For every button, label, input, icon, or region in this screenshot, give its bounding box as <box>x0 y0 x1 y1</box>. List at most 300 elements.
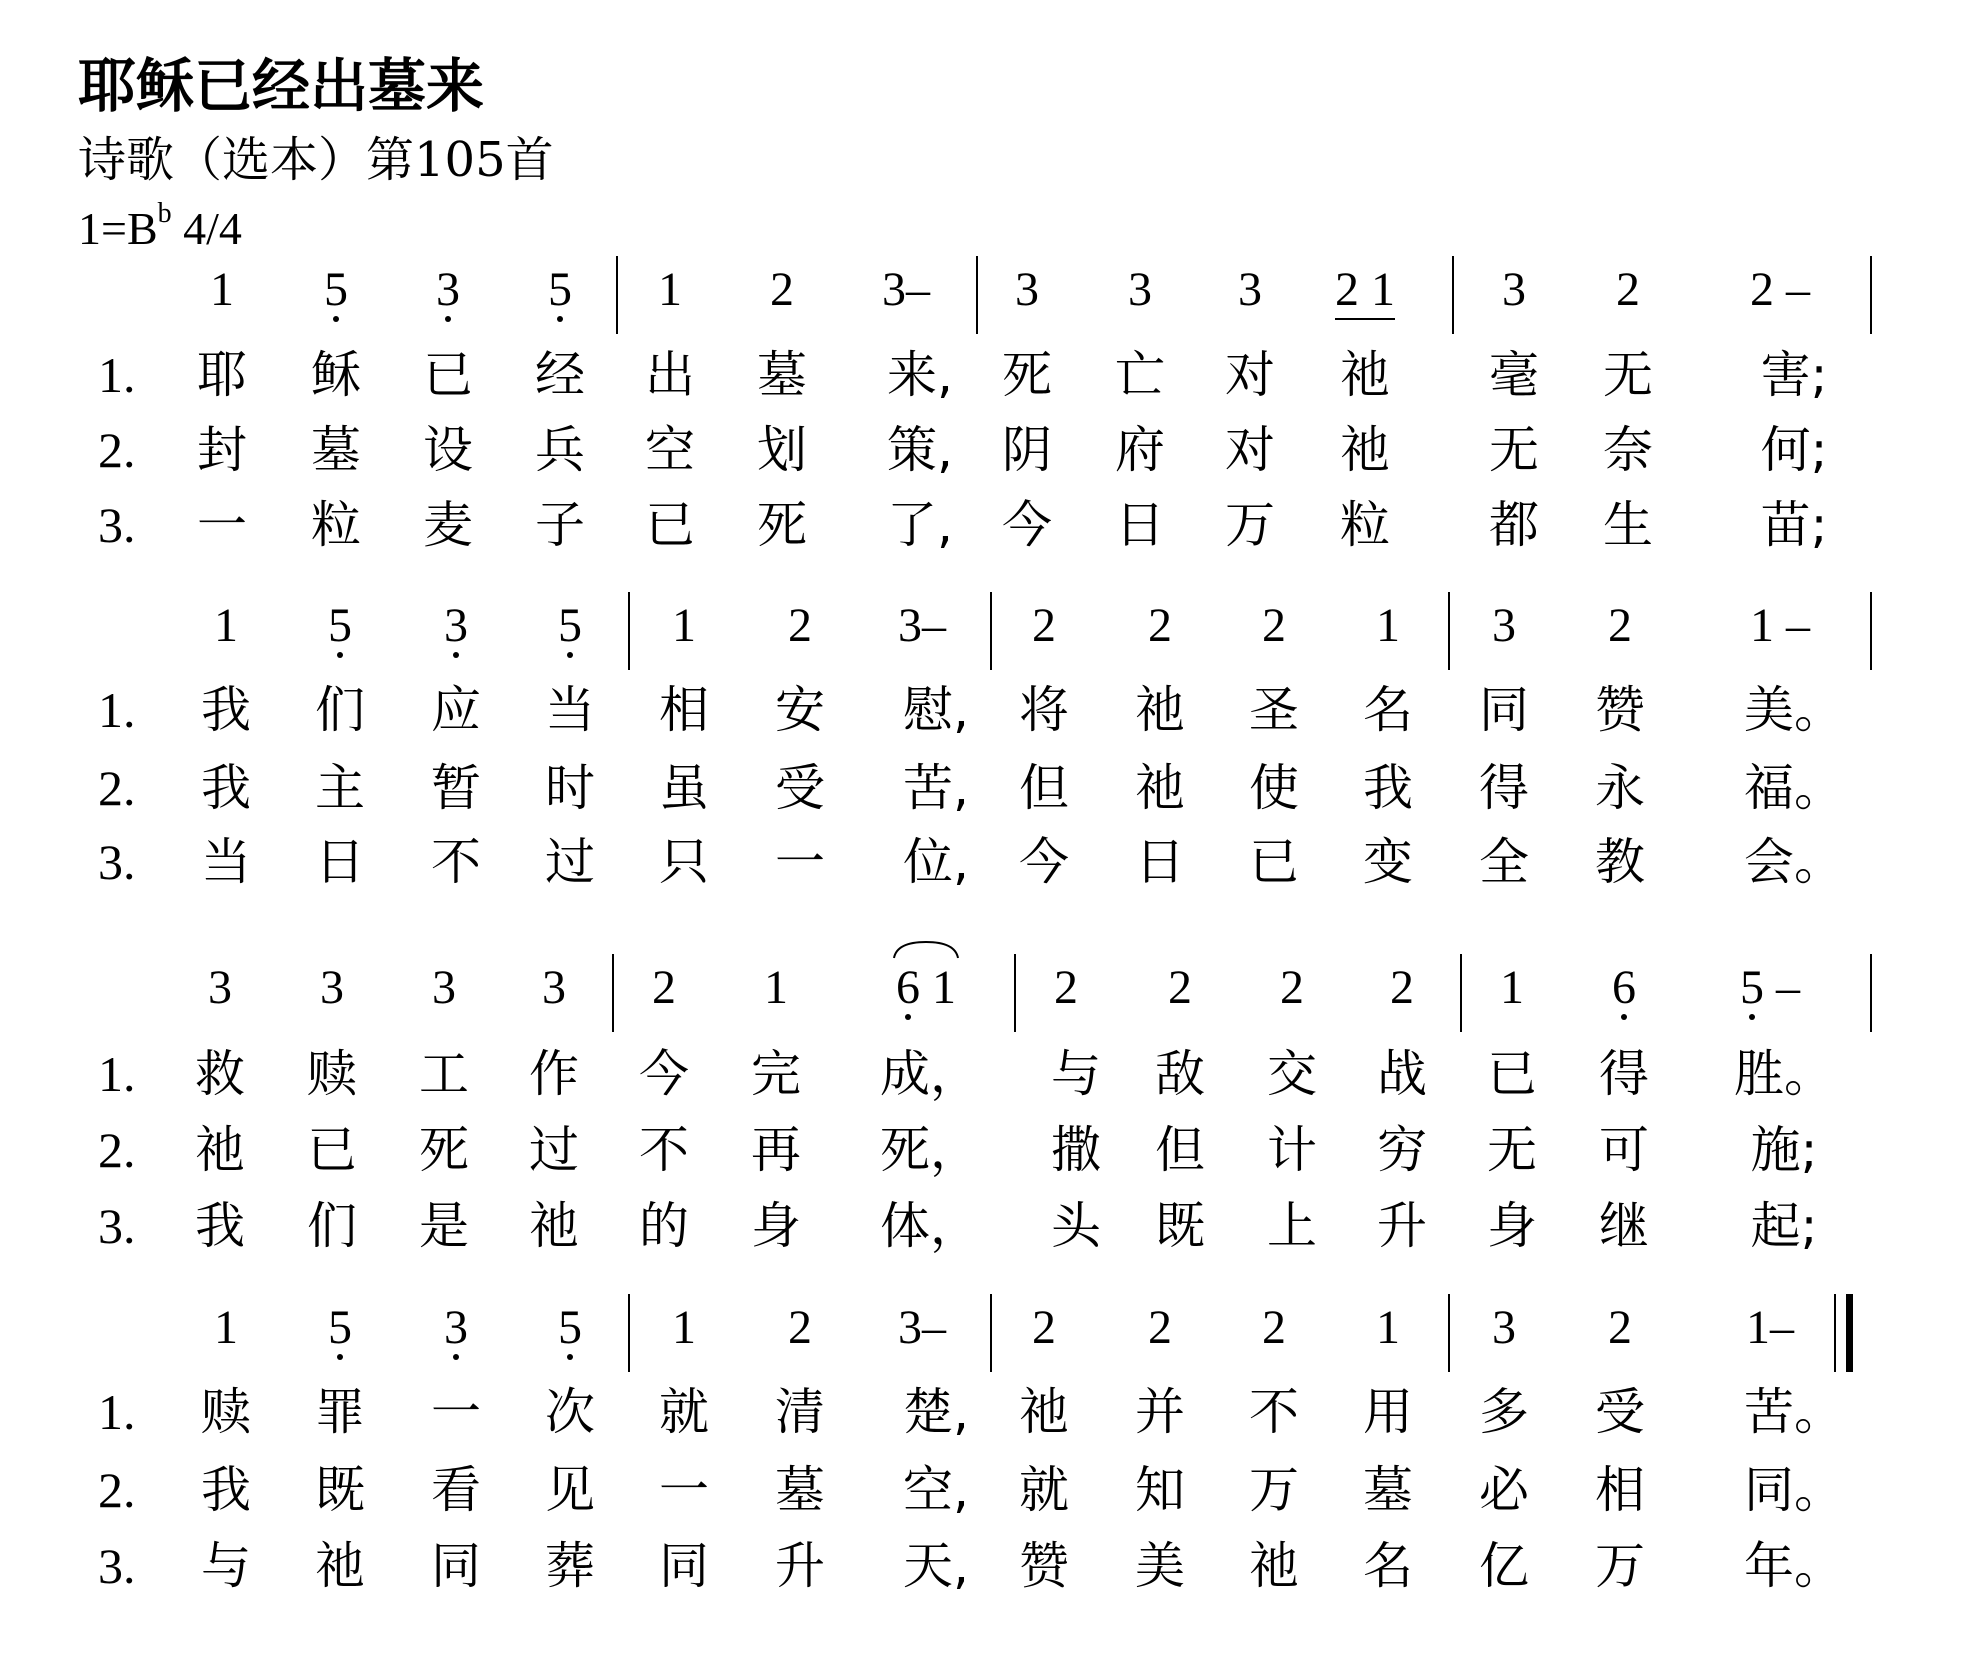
verse-number: 2. <box>98 760 136 816</box>
lyric-char: 我 <box>1363 759 1413 817</box>
final-bar-thick <box>1846 1294 1853 1372</box>
note-digit: 3– <box>882 263 930 316</box>
note-digit: 1 <box>658 263 682 316</box>
lyric-char: 相 <box>1595 1461 1645 1519</box>
note <box>558 598 582 654</box>
note <box>1128 262 1152 318</box>
note <box>1015 262 1039 318</box>
lyric-char: 作 <box>529 1045 579 1103</box>
lyric-char: 空, <box>903 1461 969 1519</box>
lyric-char: 一 <box>431 1383 481 1441</box>
note-digit: 2 <box>1262 1301 1286 1354</box>
lyric-char: 胜。 <box>1734 1045 1834 1103</box>
note <box>1376 1300 1400 1356</box>
lyric-char: 同 <box>1479 681 1529 739</box>
lyric-char: 祂 <box>1019 1383 1069 1441</box>
note <box>1750 262 1810 318</box>
note <box>1032 598 1056 654</box>
lyric-char: 兵 <box>535 421 585 479</box>
lyric-char: 府 <box>1115 421 1165 479</box>
verse-number: 1. <box>98 1046 136 1102</box>
note <box>432 960 456 1016</box>
lyric-char: 受 <box>775 759 825 817</box>
note-digit: 3 <box>436 263 460 316</box>
lyric-char: 害; <box>1760 346 1828 404</box>
lyric-char: 设 <box>423 421 473 479</box>
lyric-char: 变 <box>1363 833 1413 891</box>
note <box>1492 1300 1516 1356</box>
note-digit: 2 <box>1032 599 1056 652</box>
verse-number: 1. <box>98 1384 136 1440</box>
note <box>770 262 794 318</box>
note <box>788 598 812 654</box>
lyric-char: 生 <box>1603 496 1653 554</box>
lyric-char: 福。 <box>1744 759 1844 817</box>
lyric-char: 亿 <box>1479 1537 1529 1595</box>
note <box>898 598 946 654</box>
note <box>436 262 460 318</box>
lyric-char: 不 <box>431 833 481 891</box>
note <box>1502 262 1526 318</box>
lyric-char: 身 <box>1487 1197 1537 1255</box>
note-digit: 2 <box>1280 961 1304 1014</box>
lyric-char: 应 <box>431 681 481 739</box>
note-digit: 1 <box>672 1301 696 1354</box>
note-digit: 2 <box>770 263 794 316</box>
bar-line <box>612 954 614 1032</box>
note-digit: 1 <box>214 1301 238 1354</box>
note-digit: 2 <box>1262 599 1286 652</box>
lyric-char: 的 <box>639 1197 689 1255</box>
lyric-char: 美。 <box>1744 681 1844 739</box>
lyric-char: 无 <box>1489 421 1539 479</box>
note-digit: 5 <box>548 263 572 316</box>
note-digit: 3 <box>432 961 456 1014</box>
lyric-char: 受 <box>1595 1383 1645 1441</box>
note-digit: 5 <box>324 263 348 316</box>
lyric-char: 施; <box>1750 1121 1818 1179</box>
note-digit: 2 – <box>1750 263 1810 316</box>
lyric-char: 已 <box>645 496 695 554</box>
bar-line <box>990 1294 992 1372</box>
note <box>672 598 696 654</box>
note <box>1746 1300 1794 1356</box>
lyric-char: 但 <box>1019 759 1069 817</box>
note-digit: 3 <box>444 1301 468 1354</box>
verse-number: 1. <box>98 347 136 403</box>
lyric-char: 使 <box>1249 759 1299 817</box>
lyric-char: 祂 <box>1249 1537 1299 1595</box>
lyric-char: 用 <box>1363 1383 1413 1441</box>
note <box>1032 1300 1056 1356</box>
note-digit: 2 <box>1148 599 1172 652</box>
note <box>548 262 572 318</box>
note-rest: 1 <box>920 961 956 1014</box>
note-digit: 3– <box>898 1301 946 1354</box>
note <box>1492 598 1516 654</box>
lyric-char: 年。 <box>1744 1537 1844 1595</box>
lyric-char: 但 <box>1155 1121 1205 1179</box>
note <box>1148 1300 1172 1356</box>
lyric-char: 一 <box>197 496 247 554</box>
note-digit: 5 <box>1740 961 1764 1014</box>
hymn-subtitle: 诗歌（选本）第105首 <box>78 132 554 188</box>
lyric-char: 已 <box>1487 1045 1537 1103</box>
note-digit: 2 <box>1608 1301 1632 1354</box>
lyric-char: 何; <box>1760 421 1828 479</box>
note <box>1148 598 1172 654</box>
verse-number: 2. <box>98 1122 136 1178</box>
lyric-char: 多 <box>1479 1383 1529 1441</box>
lyric-char: 祂 <box>529 1197 579 1255</box>
end-bar-line <box>1870 256 1872 334</box>
note <box>1262 1300 1286 1356</box>
note <box>652 960 676 1016</box>
lyric-char: 同 <box>431 1537 481 1595</box>
lyric-char: 得 <box>1479 759 1529 817</box>
lyric-char: 会。 <box>1744 833 1844 891</box>
lyric-char: 我 <box>201 1461 251 1519</box>
lyric-char: 万 <box>1225 496 1275 554</box>
lyric-char: 同 <box>659 1537 709 1595</box>
lyric-char: 粒 <box>311 496 361 554</box>
bar-line <box>976 256 978 334</box>
lyric-char: 罪 <box>315 1383 365 1441</box>
lyric-char: 来, <box>887 346 953 404</box>
note <box>1740 960 1800 1016</box>
lyric-char: 就 <box>659 1383 709 1441</box>
lyric-char: 苦, <box>903 759 969 817</box>
note <box>882 262 930 318</box>
verse-number: 3. <box>98 834 136 890</box>
note-digit: 5 <box>328 1301 352 1354</box>
lyric-char: 日 <box>1115 496 1165 554</box>
note <box>1054 960 1078 1016</box>
verse-number: 3. <box>98 1198 136 1254</box>
note <box>658 262 682 318</box>
lyric-char: 相 <box>659 681 709 739</box>
note <box>328 1300 352 1356</box>
lyric-char: 一 <box>775 833 825 891</box>
lyric-char: 撒 <box>1051 1121 1101 1179</box>
note-digit: 1 <box>1500 961 1524 1014</box>
lyric-char: 楚, <box>903 1383 969 1441</box>
lyric-char: 赞 <box>1019 1537 1069 1595</box>
note-digit: 5 <box>558 599 582 652</box>
note <box>1612 960 1636 1016</box>
lyric-char: 起; <box>1750 1197 1818 1255</box>
note-digit: 2 1 <box>1335 263 1395 316</box>
lyric-char: 虽 <box>659 759 709 817</box>
lyric-char: 划 <box>757 421 807 479</box>
lyric-char: 圣 <box>1249 681 1299 739</box>
note-digit: 3 <box>1492 599 1516 652</box>
note <box>210 262 234 318</box>
note-digit: 3 <box>542 961 566 1014</box>
lyric-char: 苦。 <box>1744 1383 1844 1441</box>
lyric-char: 出 <box>645 346 695 404</box>
lyric-char: 万 <box>1595 1537 1645 1595</box>
lyric-char: 亡 <box>1115 346 1165 404</box>
lyric-char: 已 <box>423 346 473 404</box>
lyric-char: 是 <box>419 1197 469 1255</box>
note-digit: 1 <box>672 599 696 652</box>
lyric-char: 策, <box>887 421 953 479</box>
note-digit: 2 <box>1616 263 1640 316</box>
lyric-char: 万 <box>1249 1461 1299 1519</box>
bar-line <box>990 592 992 670</box>
key-accidental: b <box>157 198 172 229</box>
lyric-char: 日 <box>315 833 365 891</box>
note-digit: 3 <box>208 961 232 1014</box>
note <box>788 1300 812 1356</box>
lyric-char: 次 <box>545 1383 595 1441</box>
lyric-char: 今 <box>639 1045 689 1103</box>
note-digit: 2 <box>652 961 676 1014</box>
note <box>1168 960 1192 1016</box>
lyric-char: 交 <box>1267 1045 1317 1103</box>
lyric-char: 对 <box>1225 346 1275 404</box>
lyric-char: 身 <box>751 1197 801 1255</box>
note <box>214 1300 238 1356</box>
lyric-char: 既 <box>1155 1197 1205 1255</box>
note <box>444 598 468 654</box>
verse-number: 1. <box>98 682 136 738</box>
lyric-char: 死 <box>757 496 807 554</box>
lyric-char: 赎 <box>201 1383 251 1441</box>
lyric-char: 祂 <box>195 1121 245 1179</box>
lyric-char: 体， <box>880 1197 980 1255</box>
lyric-char: 工 <box>419 1045 469 1103</box>
lyric-char: 我 <box>201 759 251 817</box>
lyric-char: 教 <box>1595 833 1645 891</box>
note-digit: 1 – <box>1750 599 1810 652</box>
note <box>898 1300 946 1356</box>
lyric-char: 子 <box>535 496 585 554</box>
slur-mark <box>891 938 961 962</box>
note <box>896 960 956 1016</box>
lyric-char: 敌 <box>1155 1045 1205 1103</box>
lyric-char: 必 <box>1479 1461 1529 1519</box>
final-bar-thin <box>1834 1294 1836 1372</box>
lyric-char: 祂 <box>1340 421 1390 479</box>
lyric-char: 上 <box>1267 1197 1317 1255</box>
note <box>444 1300 468 1356</box>
note-digit: 3 <box>320 961 344 1014</box>
lyric-char: 慰, <box>903 681 969 739</box>
note-digit: 5 <box>328 599 352 652</box>
note-rest: – <box>1764 961 1800 1014</box>
note <box>1390 960 1414 1016</box>
note-digit: 6 <box>1612 961 1636 1014</box>
bar-line <box>1460 954 1462 1032</box>
lyric-char: 赞 <box>1595 681 1645 739</box>
note-digit: 1– <box>1746 1301 1794 1354</box>
lyric-char: 再 <box>751 1121 801 1179</box>
lyric-char: 奈 <box>1603 421 1653 479</box>
note <box>208 960 232 1016</box>
lyric-char: 空 <box>645 421 695 479</box>
lyric-char: 名 <box>1363 1537 1413 1595</box>
lyric-char: 暂 <box>431 759 481 817</box>
note-digit: 5 <box>558 1301 582 1354</box>
end-bar-line <box>1870 592 1872 670</box>
lyric-char: 穷 <box>1377 1121 1427 1179</box>
key-prefix: 1=B <box>78 203 158 254</box>
bar-line <box>628 592 630 670</box>
lyric-char: 祂 <box>1135 681 1185 739</box>
lyric-char: 只 <box>659 833 709 891</box>
lyric-char: 美 <box>1135 1537 1185 1595</box>
lyric-char: 同。 <box>1744 1461 1844 1519</box>
lyric-char: 今 <box>1002 496 1052 554</box>
lyric-char: 墓 <box>775 1461 825 1519</box>
note-digit: 2 <box>1032 1301 1056 1354</box>
lyric-char: 我 <box>195 1197 245 1255</box>
bar-line <box>1448 1294 1450 1372</box>
lyric-char: 赎 <box>307 1045 357 1103</box>
note <box>1608 1300 1632 1356</box>
lyric-char: 葬 <box>545 1537 595 1595</box>
lyric-char: 头 <box>1051 1197 1101 1255</box>
lyric-char: 封 <box>197 421 247 479</box>
note-digit: 2 <box>1608 599 1632 652</box>
note-digit: 2 <box>1168 961 1192 1014</box>
lyric-char: 都 <box>1489 496 1539 554</box>
lyric-char: 与 <box>201 1537 251 1595</box>
note <box>542 960 566 1016</box>
lyric-char: 死， <box>880 1121 980 1179</box>
lyric-char: 见 <box>545 1461 595 1519</box>
note <box>1500 960 1524 1016</box>
time-signature: 4/4 <box>183 203 242 254</box>
key-signature <box>78 200 242 258</box>
note-digit: 3 <box>1015 263 1039 316</box>
verse-number: 3. <box>98 497 136 553</box>
lyric-char: 墓 <box>757 346 807 404</box>
note <box>1280 960 1304 1016</box>
lyric-char: 升 <box>775 1537 825 1595</box>
note <box>214 598 238 654</box>
note <box>672 1300 696 1356</box>
note-digit: 2 <box>1148 1301 1172 1354</box>
note-digit: 3 <box>1492 1301 1516 1354</box>
note-digit: 3 <box>1238 263 1262 316</box>
lyric-char: 过 <box>529 1121 579 1179</box>
lyric-char: 主 <box>315 759 365 817</box>
lyric-char: 救 <box>195 1045 245 1103</box>
lyric-char: 祂 <box>315 1537 365 1595</box>
lyric-char: 麦 <box>423 496 473 554</box>
lyric-char: 不 <box>1249 1383 1299 1441</box>
lyric-char: 不 <box>639 1121 689 1179</box>
note-digit: 6 <box>896 961 920 1014</box>
lyric-char: 成， <box>880 1045 980 1103</box>
note <box>1750 598 1810 654</box>
lyric-char: 墓 <box>1363 1461 1413 1519</box>
lyric-char: 们 <box>307 1197 357 1255</box>
note-digit: 1 <box>1376 1301 1400 1354</box>
lyric-char: 经 <box>535 346 585 404</box>
lyric-char: 完 <box>751 1045 801 1103</box>
lyric-char: 们 <box>315 681 365 739</box>
note-digit: 2 <box>1390 961 1414 1014</box>
note <box>1262 598 1286 654</box>
note <box>1238 262 1262 318</box>
lyric-char: 我 <box>201 681 251 739</box>
lyric-char: 耶 <box>197 346 247 404</box>
lyric-char: 对 <box>1225 421 1275 479</box>
lyric-char: 苗; <box>1760 496 1828 554</box>
lyric-char: 了, <box>887 496 953 554</box>
lyric-char: 阴 <box>1002 421 1052 479</box>
lyric-char: 已 <box>1249 833 1299 891</box>
note <box>328 598 352 654</box>
note-digit: 1 <box>1376 599 1400 652</box>
lyric-char: 墓 <box>311 421 361 479</box>
lyric-char: 清 <box>775 1383 825 1441</box>
lyric-char: 死 <box>419 1121 469 1179</box>
lyric-char: 位, <box>903 833 969 891</box>
lyric-char: 稣 <box>311 346 361 404</box>
note <box>320 960 344 1016</box>
bar-line <box>1448 592 1450 670</box>
lyric-char: 将 <box>1019 681 1069 739</box>
lyric-char: 就 <box>1019 1461 1069 1519</box>
lyric-char: 祂 <box>1135 759 1185 817</box>
lyric-char: 并 <box>1135 1383 1185 1441</box>
note <box>764 960 788 1016</box>
lyric-char: 日 <box>1135 833 1185 891</box>
note <box>558 1300 582 1356</box>
verse-number: 2. <box>98 1462 136 1518</box>
lyric-char: 一 <box>659 1461 709 1519</box>
bar-line <box>616 256 618 334</box>
note <box>1608 598 1632 654</box>
note <box>324 262 348 318</box>
note-digit: 3 <box>1502 263 1526 316</box>
lyric-char: 无 <box>1603 346 1653 404</box>
lyric-char: 战 <box>1377 1045 1427 1103</box>
note-digit: 3 <box>1128 263 1152 316</box>
lyric-char: 今 <box>1019 833 1069 891</box>
end-bar-line <box>1870 954 1872 1032</box>
note-digit: 3– <box>898 599 946 652</box>
lyric-char: 安 <box>775 681 825 739</box>
lyric-char: 看 <box>431 1461 481 1519</box>
lyric-char: 当 <box>201 833 251 891</box>
lyric-char: 既 <box>315 1461 365 1519</box>
lyric-char: 计 <box>1267 1121 1317 1179</box>
lyric-char: 时 <box>545 759 595 817</box>
lyric-char: 继 <box>1599 1197 1649 1255</box>
lyric-char: 已 <box>307 1121 357 1179</box>
lyric-char: 死 <box>1002 346 1052 404</box>
note <box>1616 262 1640 318</box>
lyric-char: 粒 <box>1340 496 1390 554</box>
note-digit: 2 <box>1054 961 1078 1014</box>
bar-line <box>628 1294 630 1372</box>
lyric-char: 与 <box>1051 1045 1101 1103</box>
note <box>1335 262 1395 320</box>
lyric-char: 永 <box>1595 759 1645 817</box>
bar-line <box>1014 954 1016 1032</box>
note-digit: 2 <box>788 599 812 652</box>
lyric-char: 当 <box>545 681 595 739</box>
note-digit: 1 <box>214 599 238 652</box>
lyric-char: 祂 <box>1340 346 1390 404</box>
note-digit: 1 <box>764 961 788 1014</box>
